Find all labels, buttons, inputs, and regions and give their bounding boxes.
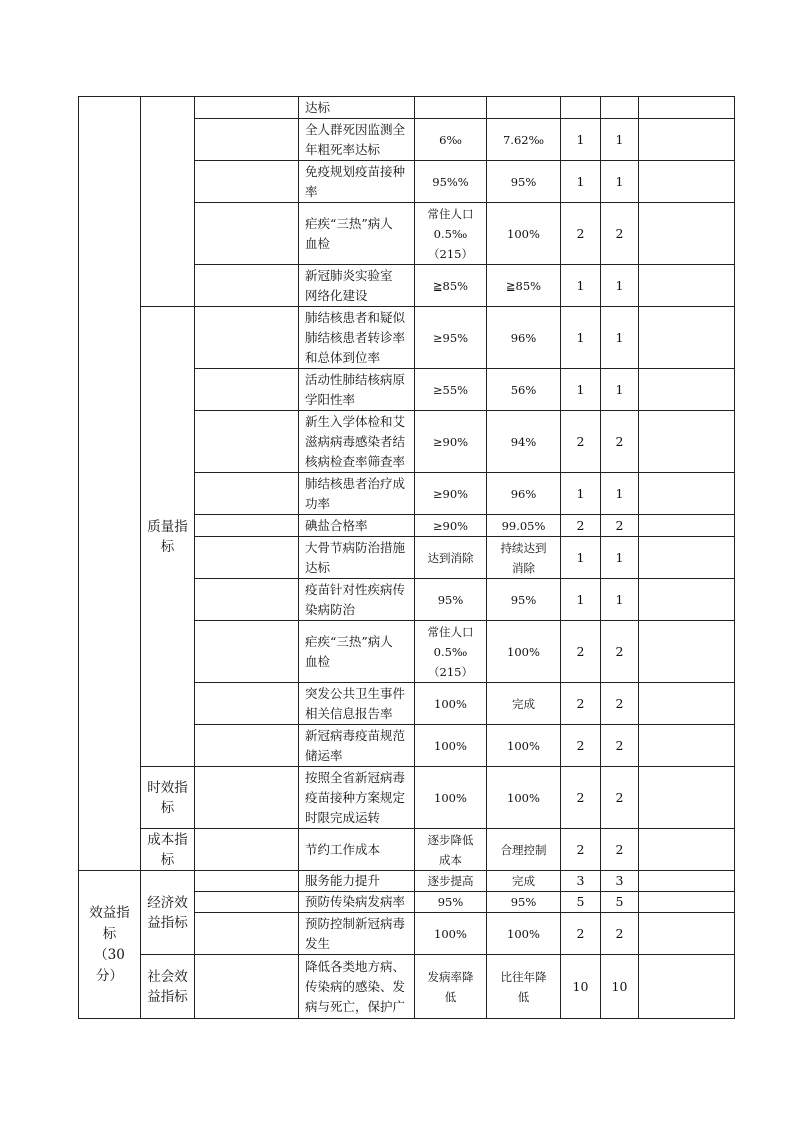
note-cell (639, 411, 735, 473)
actual-value-cell (487, 725, 561, 767)
target-value-cell (415, 683, 487, 725)
target-value-cell (415, 725, 487, 767)
actual-value-cell (487, 473, 561, 515)
indicator-cell (299, 871, 415, 892)
cell-line: ≧85% (432, 278, 469, 293)
weight-score-cell: 2 (561, 829, 601, 871)
cell-line: 大骨节病防治措施 (305, 539, 406, 555)
cell-line: ≧85% (505, 278, 542, 293)
target-value-cell (415, 473, 487, 515)
subgroup-cell (195, 119, 299, 161)
cell-line: 完成 (512, 874, 535, 888)
indicator-cell (299, 515, 415, 537)
target-value-cell (415, 411, 487, 473)
cell-line: （215） (428, 664, 473, 679)
subgroup-cell (195, 892, 299, 913)
cell-line: 年粗死率达标 (305, 141, 381, 157)
indicator-cell (299, 537, 415, 579)
actual-value-cell (487, 265, 561, 307)
indicator-cell (299, 725, 415, 767)
cell-line: 100% (434, 926, 467, 941)
subgroup-cell (195, 411, 299, 473)
cell-line: 核病检查率筛查率 (305, 453, 406, 469)
cell-line: 95% (510, 895, 537, 909)
subgroup-cell (195, 265, 299, 307)
cell-line: 免疫规划疫苗接种 (305, 163, 406, 179)
earned-score-cell: 1 (601, 369, 639, 411)
weight-score-cell: 1 (561, 579, 601, 621)
subgroup-cell (195, 579, 299, 621)
group-cell (141, 97, 195, 307)
earned-score-cell: 2 (601, 767, 639, 829)
subgroup-cell (195, 683, 299, 725)
cell-line: 病与死亡，保护广 (305, 998, 406, 1014)
note-cell (639, 683, 735, 725)
cell-line: 96% (510, 486, 537, 501)
cell-line: 100% (507, 790, 540, 805)
weight-score-cell: 2 (561, 621, 601, 683)
cell-line: 活动性肺结核病原 (305, 371, 406, 387)
cell-line: 达标 (305, 559, 331, 575)
cell-line: 逐步提高 (427, 874, 474, 888)
earned-score-cell: 1 (601, 537, 639, 579)
cell-line: 功率 (305, 495, 331, 511)
subgroup-cell (195, 955, 299, 1019)
note-cell (639, 892, 735, 913)
target-value-cell (415, 829, 487, 871)
cell-line: 达标 (305, 99, 331, 115)
earned-score-cell: 1 (601, 119, 639, 161)
cell-line: 低 (444, 989, 457, 1004)
indicator-cell (299, 161, 415, 203)
subgroup-cell (195, 913, 299, 955)
weight-score-cell: 2 (561, 411, 601, 473)
cell-line: 染病防治 (305, 601, 356, 617)
note-cell (639, 473, 735, 515)
note-cell (639, 307, 735, 369)
cell-line: ≥95% (432, 330, 469, 345)
actual-value-cell (487, 871, 561, 892)
indicator-cell (299, 307, 415, 369)
note-cell (639, 97, 735, 119)
cell-line: 56% (510, 382, 537, 397)
cell-line: 常住人口 (427, 206, 474, 221)
subgroup-cell (195, 369, 299, 411)
group-cell-cost: 成本指标 (141, 829, 195, 871)
weight-score-cell: 1 (561, 119, 601, 161)
cell-line: 100% (434, 696, 467, 711)
indicator-cell (299, 473, 415, 515)
earned-score-cell: 2 (601, 829, 639, 871)
subgroup-cell (195, 97, 299, 119)
cell-line: 0.5‰ (433, 644, 468, 659)
note-cell (639, 621, 735, 683)
actual-value-cell (487, 411, 561, 473)
actual-value-cell (487, 161, 561, 203)
indicator-cell (299, 119, 415, 161)
note-cell (639, 579, 735, 621)
note-cell (639, 913, 735, 955)
earned-score-cell: 1 (601, 161, 639, 203)
indicator-cell (299, 265, 415, 307)
cell-line: 肺结核患者和疑似 (305, 309, 406, 325)
cell-line: 肺结核患者转诊率 (305, 329, 406, 345)
note-cell (639, 161, 735, 203)
weight-score-cell: 1 (561, 537, 601, 579)
indicator-cell (299, 579, 415, 621)
cell-line: 新冠肺炎实验室 (305, 267, 393, 283)
category-cell-benefit (79, 871, 141, 1019)
cell-line: 相关信息报告率 (305, 705, 393, 721)
subgroup-cell (195, 515, 299, 537)
performance-indicator-table (78, 96, 735, 1019)
actual-value-cell (487, 203, 561, 265)
cell-line: 低 (517, 989, 530, 1004)
actual-value-cell (487, 537, 561, 579)
cell-line: 96% (510, 330, 537, 345)
cell-line: 新生入学体检和艾 (305, 413, 406, 429)
actual-value-cell (487, 829, 561, 871)
cell-line: 100% (507, 738, 540, 753)
cell-line: 全人群死因监测全 (305, 121, 406, 137)
earned-score-cell: 2 (601, 515, 639, 537)
table-row (79, 955, 735, 1019)
table-row (79, 829, 735, 871)
indicator-cell (299, 767, 415, 829)
cell-line: 突发公共卫生事件 (305, 685, 406, 701)
weight-score-cell: 2 (561, 767, 601, 829)
cell-line: 100% (434, 738, 467, 753)
earned-score-cell: 1 (601, 579, 639, 621)
note-cell (639, 725, 735, 767)
cell-line: ≥90% (432, 434, 469, 449)
weight-score-cell (561, 97, 601, 119)
cell-line: 达到消除 (427, 550, 474, 565)
cell-line: 持续达到 (500, 540, 547, 555)
weight-score-cell: 1 (561, 265, 601, 307)
indicator-cell (299, 683, 415, 725)
cell-line: 效益指 (89, 904, 130, 921)
indicator-cell (299, 621, 415, 683)
cell-line: 传染病的感染、发 (305, 978, 406, 994)
target-value-cell (415, 307, 487, 369)
cell-line: 服务能力提升 (305, 873, 381, 888)
target-value-cell (415, 892, 487, 913)
cell-line: 疫苗接种方案规定 (305, 789, 406, 805)
subgroup-cell (195, 161, 299, 203)
cell-line: （30 (94, 946, 125, 963)
cell-line: 消除 (512, 560, 535, 575)
earned-score-cell: 2 (601, 203, 639, 265)
earned-score-cell: 10 (601, 955, 639, 1019)
indicator-cell (299, 892, 415, 913)
group-cell-quality: 质量指标 (141, 307, 195, 767)
weight-score-cell: 1 (561, 161, 601, 203)
actual-value-cell (487, 307, 561, 369)
weight-score-cell: 10 (561, 955, 601, 1019)
subgroup-cell (195, 621, 299, 683)
subgroup-cell (195, 829, 299, 871)
subgroup-cell (195, 725, 299, 767)
note-cell (639, 265, 735, 307)
cell-line: 0.5‰ (433, 226, 468, 241)
earned-score-cell: 1 (601, 473, 639, 515)
note-cell (639, 829, 735, 871)
cell-line: 95% (437, 895, 464, 909)
target-value-cell (415, 515, 487, 537)
cell-line: 100% (507, 644, 540, 659)
cell-line: 和总体到位率 (305, 349, 381, 365)
actual-value-cell (487, 683, 561, 725)
indicator-cell (299, 203, 415, 265)
cell-line: 网络化建设 (305, 287, 368, 303)
cell-line: 95% (510, 592, 537, 607)
cell-line: 率 (305, 183, 318, 199)
cell-line: 100% (507, 926, 540, 941)
cell-line: 降低各类地方病、 (305, 958, 406, 974)
cell-line: 95% (510, 174, 537, 189)
weight-score-cell: 1 (561, 307, 601, 369)
cell-line: 新冠病毒疫苗规范 (305, 727, 406, 743)
cell-line: 时限完成运转 (305, 809, 381, 825)
cell-line: 合理控制 (500, 842, 547, 857)
target-value-cell (415, 161, 487, 203)
subgroup-cell (195, 871, 299, 892)
cell-line: ≥55% (432, 382, 469, 397)
cell-line: 完成 (512, 696, 535, 711)
actual-value-cell (487, 892, 561, 913)
note-cell (639, 369, 735, 411)
weight-score-cell: 1 (561, 473, 601, 515)
weight-score-cell: 2 (561, 683, 601, 725)
actual-value-cell (487, 119, 561, 161)
target-value-cell (415, 537, 487, 579)
note-cell (639, 955, 735, 1019)
note-cell (639, 767, 735, 829)
cell-line: 储运率 (305, 747, 343, 763)
cell-line: ≥90% (432, 518, 469, 533)
target-value-cell (415, 621, 487, 683)
cell-line: 预防控制新冠病毒 (305, 915, 406, 931)
weight-score-cell: 2 (561, 725, 601, 767)
table-row (79, 97, 735, 119)
weight-score-cell: 2 (561, 913, 601, 955)
actual-value-cell (487, 767, 561, 829)
cell-line: 疟疾“三热”病人 (305, 633, 393, 649)
target-value-cell (415, 97, 487, 119)
target-value-cell (415, 203, 487, 265)
subgroup-cell (195, 767, 299, 829)
weight-score-cell: 5 (561, 892, 601, 913)
weight-score-cell: 2 (561, 515, 601, 537)
cell-line: 疟疾“三热”病人 (305, 215, 393, 231)
target-value-cell (415, 913, 487, 955)
cell-line: 100% (434, 790, 467, 805)
weight-score-cell: 1 (561, 369, 601, 411)
earned-score-cell: 5 (601, 892, 639, 913)
cell-line: 碘盐合格率 (305, 517, 368, 533)
cell-line: ≥90% (432, 486, 469, 501)
earned-score-cell: 2 (601, 725, 639, 767)
target-value-cell (415, 871, 487, 892)
note-cell (639, 537, 735, 579)
table-row (79, 871, 735, 892)
cell-line: 疫苗针对性疾病传 (305, 581, 406, 597)
cell-line: 血检 (305, 653, 331, 669)
cell-line: 逐步降低 (427, 832, 474, 847)
cell-line: 7.62‰ (502, 132, 545, 147)
earned-score-cell (601, 97, 639, 119)
note-cell (639, 515, 735, 537)
target-value-cell (415, 265, 487, 307)
target-value-cell (415, 955, 487, 1019)
table-row (79, 307, 735, 369)
cell-line: 99.05% (501, 518, 546, 533)
group-cell-social: 社会效益指标 (141, 955, 195, 1019)
indicator-cell (299, 411, 415, 473)
indicator-cell (299, 97, 415, 119)
target-value-cell (415, 579, 487, 621)
cell-line: 成本 (439, 852, 462, 867)
group-cell-economic: 经济效益指标 (141, 871, 195, 955)
cell-line: 滋病病毒感染者结 (305, 433, 406, 449)
weight-score-cell: 3 (561, 871, 601, 892)
actual-value-cell (487, 955, 561, 1019)
note-cell (639, 203, 735, 265)
subgroup-cell (195, 203, 299, 265)
cell-line: 95% (437, 592, 464, 607)
actual-value-cell (487, 515, 561, 537)
subgroup-cell (195, 473, 299, 515)
earned-score-cell: 1 (601, 307, 639, 369)
subgroup-cell (195, 307, 299, 369)
indicator-cell (299, 829, 415, 871)
cell-line: 分） (96, 967, 123, 984)
indicator-cell (299, 913, 415, 955)
group-cell-timeliness: 时效指标 (141, 767, 195, 829)
actual-value-cell (487, 621, 561, 683)
earned-score-cell: 3 (601, 871, 639, 892)
actual-value-cell (487, 579, 561, 621)
note-cell (639, 871, 735, 892)
cell-line: 肺结核患者治疗成 (305, 475, 406, 491)
actual-value-cell (487, 97, 561, 119)
actual-value-cell (487, 913, 561, 955)
earned-score-cell: 2 (601, 683, 639, 725)
earned-score-cell: 2 (601, 621, 639, 683)
cell-line: 预防传染病发病率 (305, 894, 406, 909)
cell-line: 学阳性率 (305, 391, 356, 407)
cell-line: 标 (102, 925, 117, 942)
cell-line: 发病率降 (427, 969, 474, 984)
cell-line: 血检 (305, 235, 331, 251)
cell-line: 按照全省新冠病毒 (305, 769, 406, 785)
target-value-cell (415, 767, 487, 829)
cell-line: 比往年降 (500, 969, 547, 984)
target-value-cell (415, 369, 487, 411)
earned-score-cell: 1 (601, 265, 639, 307)
cell-line: 发生 (305, 935, 331, 951)
table-row (79, 767, 735, 829)
cell-line: 100% (507, 226, 540, 241)
cell-line: 节约工作成本 (305, 841, 381, 857)
earned-score-cell: 2 (601, 913, 639, 955)
cell-line: （215） (428, 246, 473, 261)
cell-line: 6‰ (439, 132, 462, 147)
weight-score-cell: 2 (561, 203, 601, 265)
indicator-cell (299, 955, 415, 1019)
category-cell (79, 97, 141, 871)
indicator-cell (299, 369, 415, 411)
target-value-cell (415, 119, 487, 161)
cell-line: 95%% (432, 174, 469, 189)
cell-line: 常住人口 (427, 624, 474, 639)
actual-value-cell (487, 369, 561, 411)
note-cell (639, 119, 735, 161)
cell-line: 94% (510, 434, 537, 449)
subgroup-cell (195, 537, 299, 579)
earned-score-cell: 2 (601, 411, 639, 473)
